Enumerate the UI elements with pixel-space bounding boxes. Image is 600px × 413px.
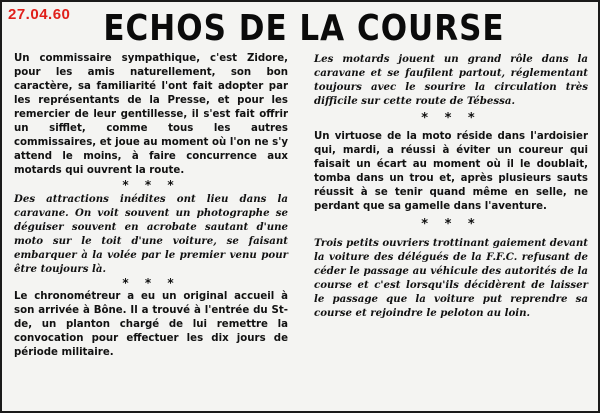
- article-paragraph: Le chronométreur a eu un original accueil à son arrivée à Bône. Il a trouvé à l'entrée du St-de, un planton chargé de lui remettre la convocation pour effectuer les dix jours de période militaire.: [14, 291, 288, 358]
- article-paragraph: Un virtuose de la moto réside dans l'ardoisier qui, mardi, a réussi à éviter un coureur qui faisait un écart au moment où il le doublait, tomba dans un trou et, après plusieurs sauts réussit à se tenir quand même en selle, ne perdant que sa gamelle dans l'aventure.: [314, 131, 588, 212]
- separator-stars: * * *: [421, 217, 481, 232]
- headline: ECHOS DE LA COURSE: [103, 8, 505, 50]
- article-paragraph: Les motards jouent un grand rôle dans la caravane et se faufilent partout, réglementant toujours avec le sourire la circulation très difficile sur cette route de Tébessa.: [314, 53, 588, 107]
- article-paragraph: Un commissaire sympathique, c'est Zidore, pour les amis naturellement, son bon caractère, sa familiarité l'ont fait adopter par les représentants de la Presse, et pour les remercier de leur gentillesse, il s'est fait offrir un sifflet, comme tous les autres commissaires, et joue au moment où l'on ne s'y attend le moins, à faire concurrence aux motards qui ouvrent la route.: [14, 53, 288, 176]
- left-column: [14, 52, 288, 360]
- separator-stars: * * *: [122, 178, 180, 192]
- article-paragraph: Trois petits ouvriers trottinant gaiement devant la voiture des délégués de la F.F.C. refusant de céder le passage au véhicule des autorités de la course et c'est lorsqu'ils décidèrent de laisser le passage que la voiture put reprendre sa course et rejoindre le peloton au loin.: [314, 237, 588, 319]
- article-paragraph: Des attractions inédites ont lieu dans la caravane. On voit souvent un photographe se déguiser souvent en acrobate sautant d'une moto sur le toit d'une voiture, se faisant embarquer à la volée par le premier venu pour être toujours là.: [14, 193, 288, 275]
- date-stamp: 27.04.60: [8, 6, 71, 23]
- separator-stars: * * *: [421, 111, 481, 126]
- separator-stars: * * *: [122, 276, 180, 290]
- right-column: [314, 52, 588, 320]
